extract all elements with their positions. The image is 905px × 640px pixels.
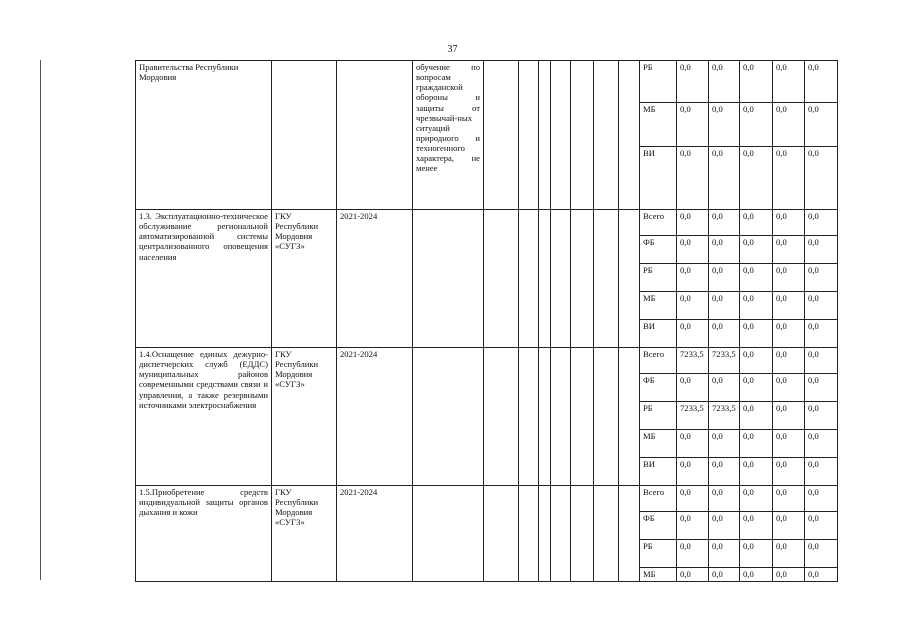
- funding-source-cell: ВИ: [640, 458, 677, 486]
- target-value-cell: [519, 61, 539, 210]
- amount-cell: 0,0: [773, 236, 805, 264]
- amount-cell: 0,0: [677, 264, 709, 292]
- target-value-cell: [594, 61, 619, 210]
- period-cell: [337, 61, 413, 210]
- amount-cell: 0,0: [740, 320, 773, 348]
- funding-source-cell: МБ: [640, 103, 677, 147]
- amount-cell: 0,0: [709, 430, 740, 458]
- amount-cell: 0,0: [740, 512, 773, 540]
- amount-cell: 0,0: [773, 264, 805, 292]
- table-body: [136, 61, 872, 582]
- amount-cell: 0,0: [740, 103, 773, 147]
- amount-cell: 0,0: [805, 147, 838, 210]
- indicator-cell: [413, 210, 484, 348]
- target-value-cell: [484, 486, 519, 582]
- funding-source-cell: Всего: [640, 486, 677, 512]
- target-value-cell: [539, 486, 551, 582]
- measure-name-cell: 1.5.Приобретение средств индивидуальной защиты органов дыхания и кожи: [136, 486, 272, 582]
- amount-cell: 0,0: [773, 402, 805, 430]
- amount-cell: 0,0: [677, 103, 709, 147]
- amount-cell: 0,0: [805, 568, 838, 582]
- funding-source-cell: ФБ: [640, 512, 677, 540]
- target-value-cell: [539, 348, 551, 486]
- target-value-cell: [594, 486, 619, 582]
- indicator-cell: [413, 348, 484, 486]
- amount-cell: 0,0: [709, 236, 740, 264]
- amount-cell: 7233,5: [677, 348, 709, 374]
- funding-source-cell: ВИ: [640, 320, 677, 348]
- funding-source-cell: МБ: [640, 430, 677, 458]
- amount-cell: 0,0: [773, 292, 805, 320]
- funding-source-cell: РБ: [640, 61, 677, 103]
- measure-name-cell: Правительства Республики Мордовия: [136, 61, 272, 210]
- target-value-cell: [594, 348, 619, 486]
- amount-cell: 0,0: [805, 402, 838, 430]
- amount-cell: 0,0: [773, 458, 805, 486]
- table-row: [136, 486, 872, 512]
- amount-cell: 0,0: [677, 374, 709, 402]
- amount-cell: 0,0: [805, 348, 838, 374]
- amount-cell: 0,0: [677, 486, 709, 512]
- amount-cell: 0,0: [773, 61, 805, 103]
- amount-cell: 0,0: [805, 320, 838, 348]
- target-value-cell: [519, 210, 539, 348]
- target-value-cell: [551, 486, 571, 582]
- period-cell: 2021-2024: [337, 348, 413, 486]
- amount-cell: 0,0: [773, 430, 805, 458]
- amount-cell: 0,0: [740, 568, 773, 582]
- funding-source-cell: МБ: [640, 568, 677, 582]
- funding-source-cell: РБ: [640, 540, 677, 568]
- target-value-cell: [619, 210, 640, 348]
- funding-source-cell: ВИ: [640, 147, 677, 210]
- measure-name-cell: 1.3. Эксплуатационно-техническое обслуживание региональной автоматизированной системы централизованного оповещения населения: [136, 210, 272, 348]
- amount-cell: 0,0: [740, 236, 773, 264]
- amount-cell: 0,0: [773, 486, 805, 512]
- amount-cell: 0,0: [677, 512, 709, 540]
- target-value-cell: [571, 61, 594, 210]
- funding-source-cell: РБ: [640, 264, 677, 292]
- amount-cell: 0,0: [773, 210, 805, 236]
- amount-cell: 0,0: [709, 374, 740, 402]
- indicator-cell: [413, 486, 484, 582]
- amount-cell: 0,0: [740, 486, 773, 512]
- target-value-cell: [619, 486, 640, 582]
- table-row: [136, 348, 872, 374]
- amount-cell: 0,0: [709, 320, 740, 348]
- funding-source-cell: МБ: [640, 292, 677, 320]
- amount-cell: 0,0: [677, 320, 709, 348]
- amount-cell: 0,0: [709, 568, 740, 582]
- amount-cell: 0,0: [740, 147, 773, 210]
- funding-source-cell: ФБ: [640, 236, 677, 264]
- table-row: [136, 61, 872, 103]
- amount-cell: 0,0: [773, 540, 805, 568]
- amount-cell: 0,0: [709, 147, 740, 210]
- amount-cell: 0,0: [709, 210, 740, 236]
- amount-cell: 0,0: [773, 374, 805, 402]
- target-value-cell: [519, 348, 539, 486]
- amount-cell: 0,0: [740, 374, 773, 402]
- amount-cell: 0,0: [805, 512, 838, 540]
- amount-cell: 0,0: [805, 430, 838, 458]
- target-value-cell: [539, 210, 551, 348]
- executor-cell: ГКУ Республики Мордовия «СУГЗ»: [272, 486, 337, 582]
- target-value-cell: [551, 348, 571, 486]
- amount-cell: 0,0: [709, 486, 740, 512]
- amount-cell: 0,0: [709, 458, 740, 486]
- target-value-cell: [619, 348, 640, 486]
- page-number: 37: [447, 44, 458, 55]
- amount-cell: 0,0: [805, 374, 838, 402]
- target-value-cell: [551, 61, 571, 210]
- target-value-cell: [551, 210, 571, 348]
- amount-cell: 0,0: [740, 210, 773, 236]
- amount-cell: 7233,5: [677, 402, 709, 430]
- table-row: [136, 210, 872, 236]
- amount-cell: 0,0: [677, 458, 709, 486]
- amount-cell: 0,0: [677, 568, 709, 582]
- program-measures-table: [135, 60, 872, 582]
- funding-source-cell: Всего: [640, 348, 677, 374]
- amount-cell: 0,0: [677, 210, 709, 236]
- amount-cell: 0,0: [773, 348, 805, 374]
- amount-cell: 0,0: [805, 486, 838, 512]
- target-value-cell: [571, 486, 594, 582]
- executor-cell: ГКУ Республики Мордовия «СУГЗ»: [272, 210, 337, 348]
- amount-cell: 0,0: [805, 264, 838, 292]
- amount-cell: 0,0: [709, 292, 740, 320]
- amount-cell: 0,0: [740, 61, 773, 103]
- target-value-cell: [571, 348, 594, 486]
- amount-cell: 0,0: [677, 292, 709, 320]
- binding-margin-line: [40, 60, 41, 580]
- period-cell: 2021-2024: [337, 210, 413, 348]
- amount-cell: 0,0: [677, 236, 709, 264]
- amount-cell: 0,0: [709, 512, 740, 540]
- amount-cell: 7233,5: [709, 348, 740, 374]
- amount-cell: 0,0: [805, 458, 838, 486]
- period-cell: 2021-2024: [337, 486, 413, 582]
- funding-source-cell: Всего: [640, 210, 677, 236]
- amount-cell: 0,0: [677, 61, 709, 103]
- amount-cell: 0,0: [773, 568, 805, 582]
- amount-cell: 0,0: [709, 540, 740, 568]
- funding-source-cell: РБ: [640, 402, 677, 430]
- executor-cell: [272, 61, 337, 210]
- amount-cell: 0,0: [805, 103, 838, 147]
- amount-cell: 0,0: [709, 61, 740, 103]
- amount-cell: 0,0: [805, 236, 838, 264]
- target-value-cell: [539, 61, 551, 210]
- amount-cell: 0,0: [740, 264, 773, 292]
- amount-cell: 0,0: [773, 103, 805, 147]
- target-value-cell: [594, 210, 619, 348]
- amount-cell: 7233,5: [709, 402, 740, 430]
- amount-cell: 0,0: [805, 292, 838, 320]
- amount-cell: 0,0: [805, 61, 838, 103]
- amount-cell: 0,0: [709, 264, 740, 292]
- amount-cell: 0,0: [677, 540, 709, 568]
- amount-cell: 0,0: [740, 348, 773, 374]
- amount-cell: 0,0: [677, 147, 709, 210]
- amount-cell: 0,0: [773, 320, 805, 348]
- amount-cell: 0,0: [677, 430, 709, 458]
- target-value-cell: [619, 61, 640, 210]
- amount-cell: 0,0: [709, 103, 740, 147]
- target-value-cell: [571, 210, 594, 348]
- amount-cell: 0,0: [740, 458, 773, 486]
- target-value-cell: [519, 486, 539, 582]
- executor-cell: ГКУ Республики Мордовия «СУГЗ»: [272, 348, 337, 486]
- target-value-cell: [484, 210, 519, 348]
- amount-cell: 0,0: [740, 430, 773, 458]
- amount-cell: 0,0: [805, 210, 838, 236]
- amount-cell: 0,0: [740, 402, 773, 430]
- funding-source-cell: ФБ: [640, 374, 677, 402]
- target-value-cell: [484, 348, 519, 486]
- amount-cell: 0,0: [740, 540, 773, 568]
- amount-cell: 0,0: [740, 292, 773, 320]
- amount-cell: 0,0: [805, 540, 838, 568]
- amount-cell: 0,0: [773, 512, 805, 540]
- amount-cell: 0,0: [773, 147, 805, 210]
- indicator-cell: обучение по вопросам гражданской обороны и защиты от чрезвычай-ных ситуаций природного и техногенного характера, не менее: [413, 61, 484, 210]
- target-value-cell: [484, 61, 519, 210]
- measure-name-cell: 1.4.Оснащение единых дежурно-диспетчерских служб (ЕДДС) муниципальных районов современными средствами связи и управления, а также резервными источниками электроснабжения: [136, 348, 272, 486]
